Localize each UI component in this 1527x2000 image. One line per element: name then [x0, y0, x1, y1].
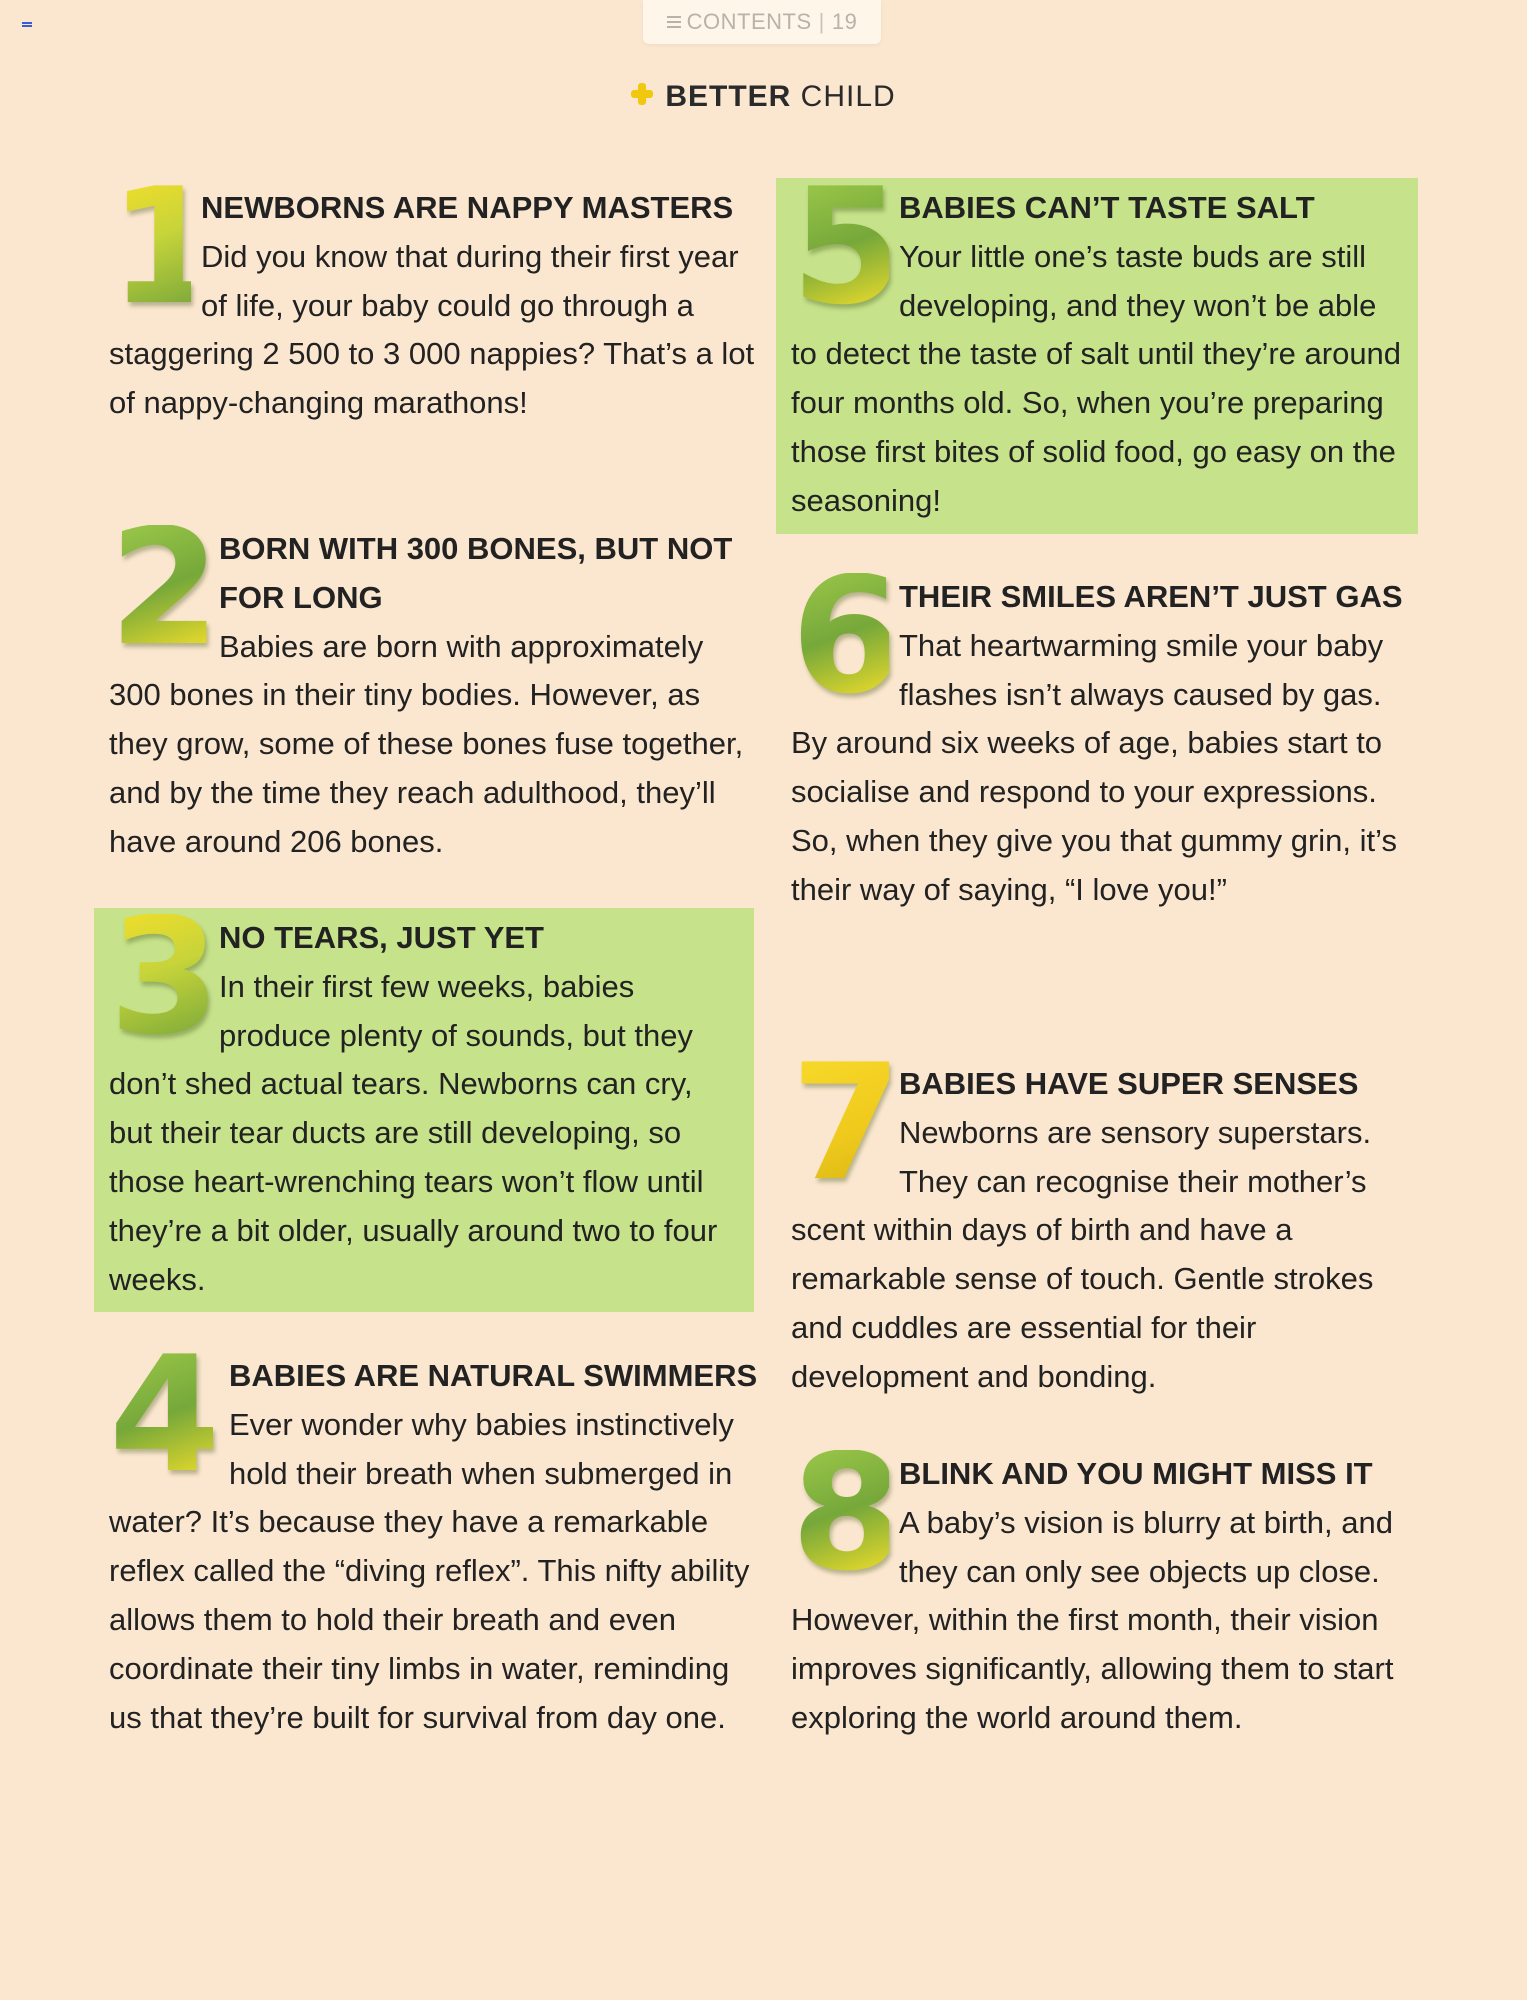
fact-title-1: NEWBORNS ARE NAPPY MASTERS [201, 190, 734, 225]
fact-title-6: THEIR SMILES AREN’T JUST GAS [899, 579, 1403, 614]
section-header [0, 80, 1527, 114]
fact-body-1: Did you know that during their first year of life, your baby could go through a staggering 2 500 to 3 000 nappies? That’s a lot of nappy-changing marathons! [109, 238, 755, 421]
fact-number-7: 7 [791, 1029, 903, 1216]
section-title-bold: BETTER [665, 80, 792, 113]
fact-card-3 [94, 883, 754, 1312]
fact-number-8: 8 [791, 1419, 903, 1606]
fact-card-6 [791, 542, 1411, 915]
plus-icon [631, 83, 653, 105]
fact-number-5: 5 [791, 153, 903, 340]
fact-card-4 [109, 1321, 759, 1742]
section-title-rest: CHILD [800, 80, 896, 113]
fact-title-8: BLINK AND YOU MIGHT MISS IT [899, 1456, 1373, 1491]
fact-body-5: Your little one’s taste buds are still developing, and they won’t be able to detect the taste of salt until they’re around four months old. So, when you’re preparing those first bites of solid food, go easy on the seasoning! [791, 238, 1402, 518]
fact-title-2: BORN WITH 300 BONES, BUT NOT FOR LONG [219, 531, 733, 615]
fact-number-2: 2 [109, 494, 221, 681]
fact-title-7: BABIES HAVE SUPER SENSES [899, 1066, 1359, 1101]
fact-title-3: NO TEARS, JUST YET [219, 920, 544, 955]
fact-title-5: BABIES CAN’T TASTE SALT [899, 190, 1315, 225]
contents-button[interactable] [643, 0, 881, 44]
fact-number-1: 1 [109, 153, 221, 340]
fact-card-1 [109, 153, 759, 428]
fact-body-6: That heartwarming smile your baby flashes isn’t always caused by gas. By around six weeks of age, babies start to socialise and respond to your expressions. So, when they give you that gummy grin, it’s their way of saying, “I love you!” [791, 627, 1397, 907]
page-number: 19 [831, 9, 858, 34]
fact-title-4: BABIES ARE NATURAL SWIMMERS [229, 1358, 758, 1393]
divider: | [818, 9, 825, 34]
menu-icon[interactable] [22, 22, 32, 30]
contents-label: CONTENTS [686, 9, 812, 34]
fact-body-4: Ever wonder why babies instinctively hold their breath when submerged in water? It’s because they have a remarkable reflex called the “diving reflex”. This nifty ability allows them to hold their breath and even coordinate their tiny limbs in water, reminding us that they’re built for survival from day one. [109, 1406, 750, 1735]
fact-number-6: 6 [791, 542, 903, 729]
fact-body-8: A baby’s vision is blurry at birth, and they can only see objects up close. However, within the first month, their vision improves significantly, allowing them to start exploring the world around them. [791, 1504, 1394, 1735]
fact-card-2 [109, 494, 759, 867]
fact-card-7 [791, 1029, 1416, 1402]
fact-number-4: 4 [109, 1321, 221, 1508]
fact-number-3: 3 [109, 883, 221, 1070]
fact-body-3: In their first few weeks, babies produce plenty of sounds, but they don’t shed actual tears. Newborns can cry, but their tear ducts are still developing, so those heart-wrenching tears won’t flow until they’re a bit older, usually around two to four weeks. [109, 968, 718, 1297]
fact-body-7: Newborns are sensory superstars. They can recognise their mother’s scent within days of birth and have a remarkable sense of touch. Gentle strokes and cuddles are essential for their development and bonding. [791, 1114, 1374, 1394]
fact-card-5 [776, 153, 1418, 534]
fact-body-2: Babies are born with approximately 300 bones in their tiny bodies. However, as they grow, some of these bones fuse together, and by the time they reach adulthood, they’ll have around 206 bones. [109, 628, 744, 859]
fact-card-8 [791, 1419, 1416, 1743]
hamburger-icon [667, 13, 681, 31]
